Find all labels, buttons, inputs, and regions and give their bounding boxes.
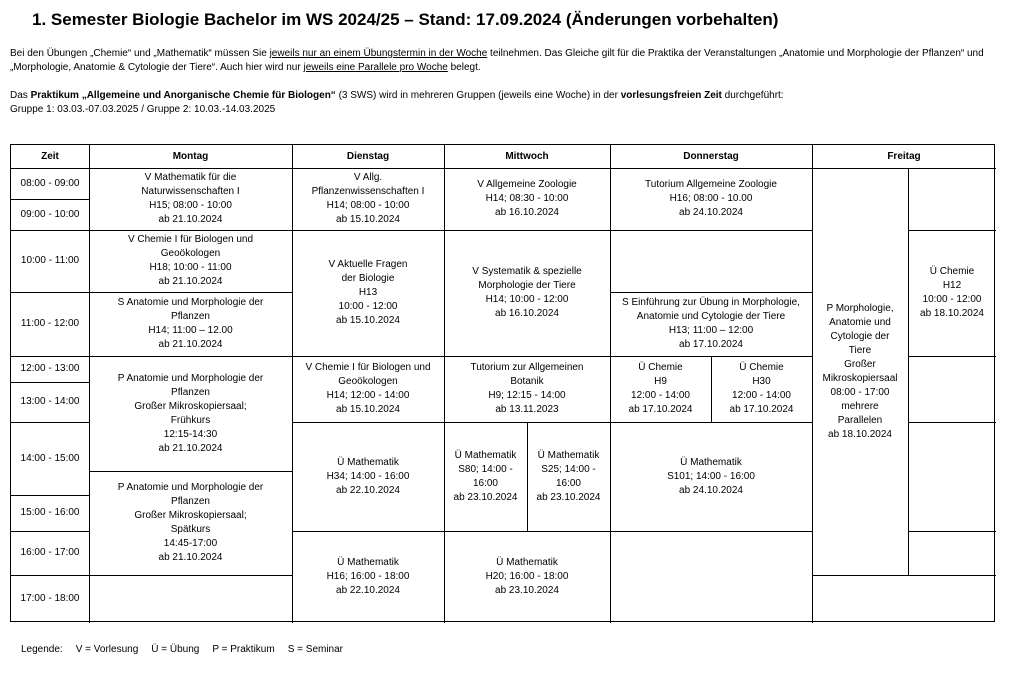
course-cell: V Mathematik für die Naturwissenschaften I H15; 08:00 - 10:00 ab 21.10.2024 — [141, 172, 240, 225]
course-cell: Ü Chemie H30 12:00 - 14:00 ab 17.10.2024 — [729, 362, 794, 415]
legend-item: Ü = Übung — [151, 644, 200, 655]
grid-line — [908, 230, 996, 231]
grid-line — [11, 495, 89, 496]
grid-line — [89, 145, 90, 623]
time-slot-label: 14:00 - 15:00 — [20, 452, 80, 464]
grid-line — [908, 422, 996, 423]
course-cell: V Allg. Pflanzenwissenschaften I H14; 08:00 - 10:00 ab 15.10.2024 — [311, 172, 425, 225]
intro-paragraph-chemistry-lab — [10, 89, 1006, 117]
timetable — [10, 144, 995, 622]
course-cell: Ü Chemie H9 12:00 - 14:00 ab 17.10.2024 — [628, 362, 693, 415]
course-cell: V Systematik & spezielle Morphologie der Tiere H14; 10:00 - 12:00 ab 16.10.2024 — [472, 266, 582, 319]
grid-line — [444, 145, 445, 623]
lab-groups-text: Gruppe 1: 03.03.-07.03.2025 / Gruppe 2: 10.03.-14.03.2025 — [10, 104, 276, 115]
course-cell: V Allgemeine Zoologie H14; 08:30 - 10:00 ab 16.10.2024 — [477, 179, 577, 218]
grid-line — [610, 145, 611, 623]
legend — [21, 644, 356, 655]
grid-line — [11, 382, 89, 383]
course-cell: Ü Mathematik H16; 16:00 - 18:00 ab 22.10.2024 — [326, 557, 410, 596]
legend-item: P = Praktikum — [212, 644, 275, 655]
course-cell: Ü Mathematik S80; 14:00 - 16:00 ab 23.10.2024 — [453, 449, 518, 503]
grid-line — [89, 471, 292, 472]
grid-line — [11, 292, 89, 293]
grid-line — [89, 575, 292, 576]
grid-line — [527, 422, 528, 531]
grid-line — [610, 531, 812, 532]
grid-line — [292, 145, 293, 623]
time-slot-label: 16:00 - 17:00 — [20, 547, 80, 558]
time-slot-label: 10:00 - 11:00 — [20, 255, 80, 266]
header-freitag: Freitag — [887, 150, 921, 162]
grid-line — [292, 230, 444, 231]
grid-line — [908, 356, 996, 357]
intro-text: (3 SWS) wird in mehreren Gruppen (jeweils eine Woche) in der — [335, 90, 621, 101]
course-cell: S Einführung zur Übung in Morphologie, Anatomie und Cytologie der Tiere H13; 11:00 – 12:00 ab 17.10.2024 — [622, 297, 800, 350]
header-mittwoch: Mittwoch — [505, 150, 549, 162]
grid-line — [11, 230, 89, 231]
time-slot-label: 09:00 - 10:00 — [20, 208, 80, 220]
intro-text: belegt. — [447, 62, 481, 73]
course-cell: Ü Mathematik H34; 14:00 - 16:00 ab 22.10.2024 — [326, 456, 410, 496]
header-zeit: Zeit — [41, 150, 59, 162]
time-slot-label: 11:00 - 12:00 — [20, 318, 80, 329]
grid-line — [610, 230, 812, 231]
time-slot-label: 12:00 - 13:00 — [20, 363, 80, 374]
course-cell: Tutorium zur Allgemeinen Botanik H9; 12:15 - 14:00 ab 13.11.2023 — [470, 362, 584, 415]
course-cell: Tutorium Allgemeine Zoologie H16; 08:00 - 10.00 ab 24.10.2024 — [645, 179, 777, 218]
header-montag: Montag — [172, 150, 209, 162]
grid-line — [908, 168, 909, 575]
grid-line — [89, 230, 292, 231]
grid-line — [812, 145, 813, 623]
grid-line — [11, 575, 89, 576]
intro-underlined-text: jeweils eine Parallele pro Woche — [303, 62, 448, 73]
course-cell: V Chemie I für Biologen und Geoökologen H18; 10:00 - 11:00 ab 21.10.2024 — [127, 234, 254, 287]
course-cell: Ü Chemie H12 10:00 - 12:00 ab 18.10.2024 — [920, 266, 984, 319]
grid-line — [89, 292, 292, 293]
grid-line — [11, 422, 89, 423]
legend-item: S = Seminar — [287, 644, 344, 655]
grid-line — [11, 531, 89, 532]
grid-line — [711, 356, 712, 422]
time-slot-label: 13:00 - 14:00 — [20, 396, 80, 407]
time-slot-label: 08:00 - 09:00 — [20, 177, 80, 189]
time-slot-label: 17:00 - 18:00 — [20, 593, 80, 604]
grid-line — [812, 575, 996, 576]
grid-line — [444, 230, 610, 231]
grid-line — [444, 356, 610, 357]
intro-bold-text: vorlesungsfreien Zeit — [620, 90, 722, 101]
intro-underlined-text: jeweils nur an einem Übungstermin in der Woche — [269, 48, 488, 59]
intro-text: Das — [10, 90, 31, 101]
header-dienstag: Dienstag — [346, 150, 390, 162]
page-title: 1. Semester Biologie Bachelor im WS 2024/25 – Stand: 17.09.2024 (Änderungen vorbehalten) — [32, 10, 779, 29]
course-cell: S Anatomie und Morphologie der Pflanzen H14; 11:00 – 12.00 ab 21.10.2024 — [117, 297, 264, 350]
grid-line — [292, 422, 444, 423]
grid-line — [11, 168, 996, 169]
course-cell: Ü Mathematik S25; 14:00 - 16:00 ab 23.10.2024 — [536, 449, 601, 503]
grid-line — [292, 531, 444, 532]
grid-line — [11, 356, 89, 357]
intro-bold-text: Praktikum „Allgemeine und Anorganische Chemie für Biologen“ — [30, 90, 336, 101]
grid-line — [292, 356, 444, 357]
legend-label: Legende: — [21, 644, 63, 655]
header-donnerstag: Donnerstag — [683, 150, 739, 162]
legend-item: V = Vorlesung — [75, 644, 139, 655]
intro-text: teilnehmen. Das Gleiche gilt für die Praktika der Veranstaltungen „Anatomie und Morphologie der Pflanzen“ und „Morphologie, Anatomie & Cytologie der Tiere“. Auch hier wird nur — [10, 48, 984, 73]
time-slot-label: 15:00 - 16:00 — [20, 507, 80, 518]
grid-line — [610, 292, 812, 293]
course-cell: Ü Mathematik H20; 16:00 - 18:00 ab 23.10.2024 — [485, 557, 569, 596]
grid-line — [89, 356, 292, 357]
course-cell: P Anatomie und Morphologie der Pflanzen Großer Mikroskopiersaal; Frühkurs 12:15-14:30 ab 21.10.2024 — [117, 372, 264, 454]
grid-line — [11, 199, 89, 200]
course-cell: P Anatomie und Morphologie der Pflanzen Großer Mikroskopiersaal; Spätkurs 14:45-17:00 ab 21.10.2024 — [117, 482, 264, 563]
course-cell: V Aktuelle Fragen der Biologie H13 10:00 - 12:00 ab 15.10.2024 — [328, 259, 408, 326]
intro-paragraph-exercises — [10, 47, 1006, 75]
course-cell: P Morphologie, Anatomie und Cytologie der Tiere Großer Mikroskopiersaal 08:00 - 17:00 mehrere Parallelen ab 18.10.2024 — [822, 302, 898, 440]
course-cell: V Chemie I für Biologen und Geoökologen H14; 12:00 - 14:00 ab 15.10.2024 — [305, 362, 431, 415]
course-cell: Ü Mathematik S101; 14:00 - 16:00 ab 24.10.2024 — [667, 456, 755, 496]
intro-text: Bei den Übungen „Chemie“ und „Mathematik“ müssen Sie — [10, 48, 270, 59]
intro-text: durchgeführt: — [721, 90, 784, 101]
grid-line — [908, 531, 996, 532]
